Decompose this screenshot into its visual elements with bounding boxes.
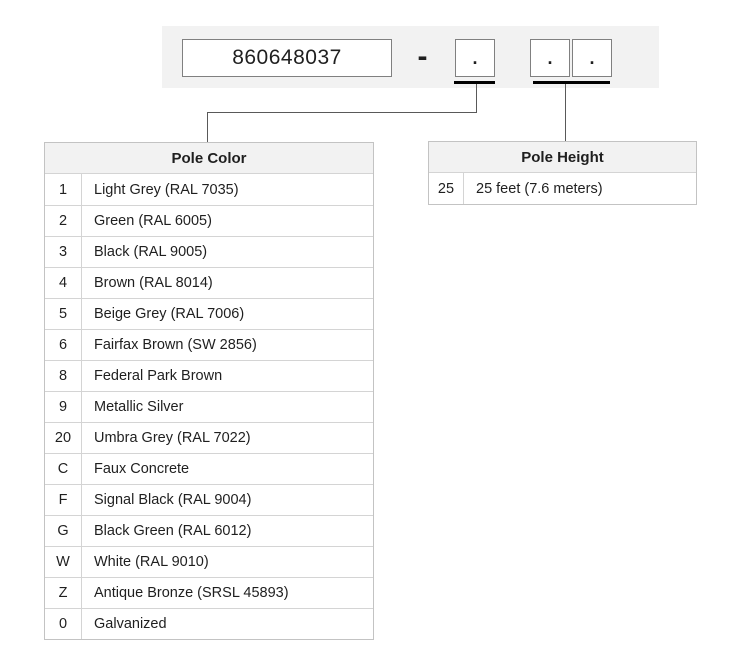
pole-color-code-underline — [454, 81, 495, 84]
connector-color-vertical-top — [476, 84, 477, 112]
table-row — [45, 484, 373, 515]
table-row — [45, 546, 373, 577]
color-code-cell: 1 — [45, 174, 82, 205]
pole-height-code-box-1: . — [530, 39, 570, 77]
color-label-cell: Brown (RAL 8014) — [94, 275, 213, 291]
pole-color-table — [44, 142, 374, 640]
table-row — [45, 453, 373, 484]
pole-color-code-box: . — [455, 39, 495, 77]
base-part-number-box — [182, 39, 392, 77]
color-label-cell: Metallic Silver — [94, 399, 184, 415]
color-code-cell: G — [45, 516, 82, 546]
color-label-cell: Antique Bronze (SRSL 45893) — [94, 585, 289, 601]
color-label-cell: Light Grey (RAL 7035) — [94, 181, 239, 198]
color-label-cell: White (RAL 9010) — [94, 554, 209, 570]
table-row — [45, 608, 373, 639]
connector-color-horizontal — [207, 112, 477, 113]
color-code-cell: 9 — [45, 392, 82, 422]
color-label-cell: Umbra Grey (RAL 7022) — [94, 430, 251, 446]
table-row — [45, 360, 373, 391]
color-label-cell: Fairfax Brown (SW 2856) — [94, 337, 257, 353]
table-row — [45, 422, 373, 453]
color-label-cell: Galvanized — [94, 616, 167, 632]
table-row — [45, 329, 373, 360]
color-label-cell: Black (RAL 9005) — [94, 244, 208, 260]
color-code-cell: 5 — [45, 299, 82, 329]
connector-height-vertical — [565, 84, 566, 141]
table-row — [429, 173, 696, 204]
table-row — [45, 205, 373, 236]
table-row — [45, 298, 373, 329]
height-code-cell: 25 — [429, 173, 464, 204]
base-part-number: 860648037 — [232, 46, 342, 69]
table-row — [45, 236, 373, 267]
color-label-cell: Federal Park Brown — [94, 368, 223, 384]
color-label-cell: Signal Black (RAL 9004) — [94, 492, 252, 508]
table-row — [45, 577, 373, 608]
pole-height-table-title: Pole Height — [429, 142, 696, 173]
pole-height-code-box-2: . — [572, 39, 612, 77]
color-code-cell: C — [45, 454, 82, 484]
color-code-cell: 0 — [45, 609, 82, 639]
table-row — [45, 515, 373, 546]
color-code-cell: 8 — [45, 361, 82, 391]
color-label-cell: Faux Concrete — [94, 461, 190, 477]
pole-height-code-underline — [533, 81, 610, 84]
color-code-cell: W — [45, 547, 82, 577]
pole-color-table-title: Pole Color — [45, 143, 373, 174]
separator-dash: - — [417, 40, 428, 73]
pole-height-table — [428, 141, 697, 205]
table-row — [45, 267, 373, 298]
color-label-cell: Green (RAL 6005) — [94, 213, 212, 229]
color-code-cell: 4 — [45, 268, 82, 298]
color-code-cell: 2 — [45, 206, 82, 236]
color-code-cell: 6 — [45, 330, 82, 360]
color-code-cell: Z — [45, 578, 82, 608]
color-code-cell: 3 — [45, 237, 82, 267]
color-code-cell: F — [45, 485, 82, 515]
color-code-cell: 20 — [45, 423, 82, 453]
connector-color-vertical-bottom — [207, 112, 208, 142]
color-label-cell: Beige Grey (RAL 7006) — [94, 306, 245, 322]
height-label-cell: 25 feet (7.6 meters) — [476, 180, 603, 197]
table-row — [45, 174, 373, 205]
table-row — [45, 391, 373, 422]
color-label-cell: Black Green (RAL 6012) — [94, 523, 252, 539]
